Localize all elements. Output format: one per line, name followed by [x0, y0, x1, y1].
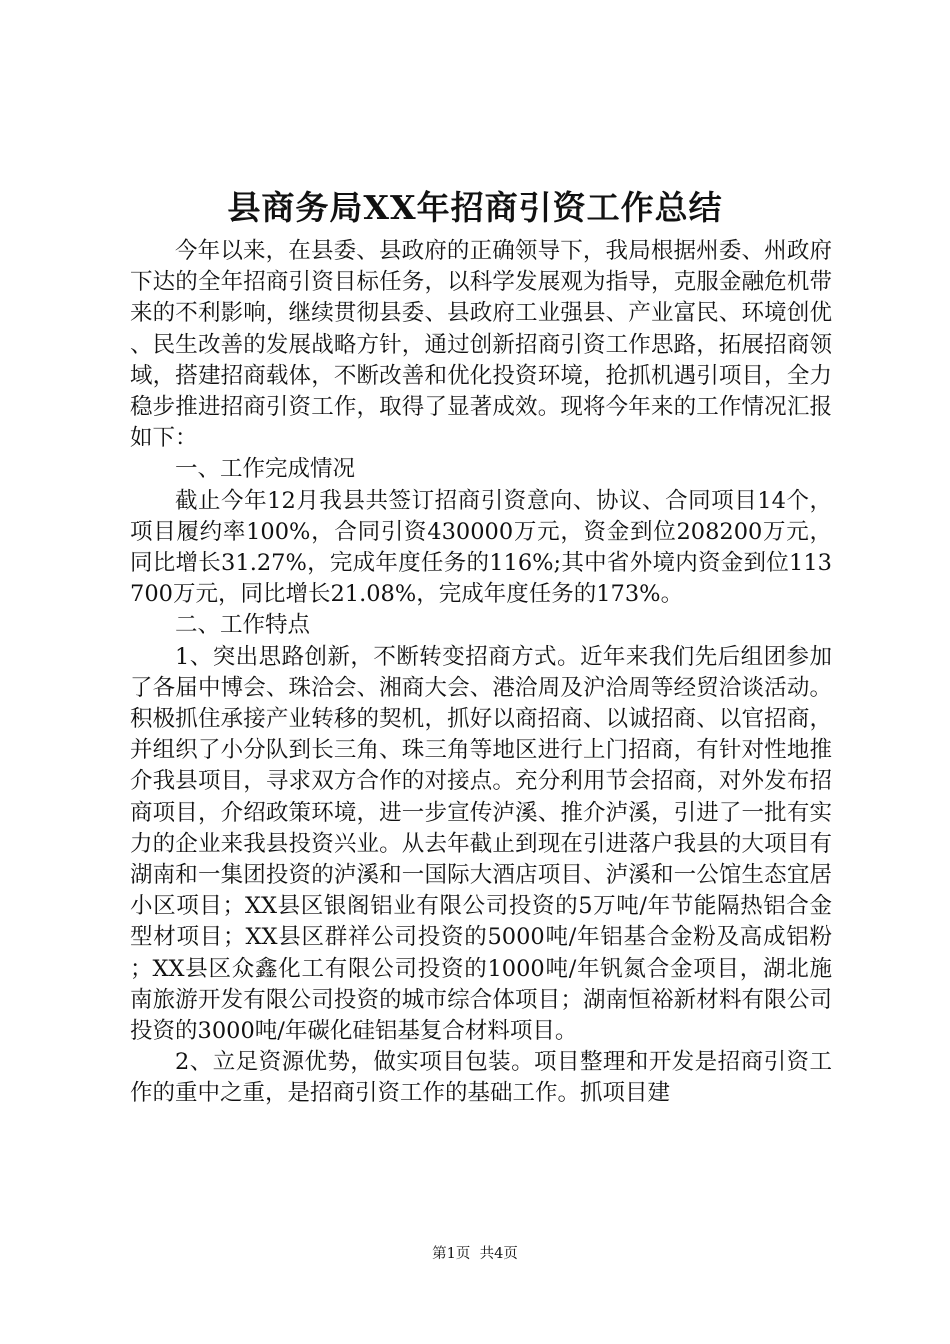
feature-paragraph-1: 1、突出思路创新，不断转变招商方式。近年来我们先后组团参加了各届中博会、珠洽会、湘商大会、港洽周及沪洽周等经贸洽谈活动。积极抓住承接产业转移的契机，抓好以商招商、以诚招商、以官招商，并组织了小分队到长三角、珠三角等地区进行上门招商，有针对性地推介我县项目，寻求双方合作的对接点。充分利用节会招商，对外发布招商项目，介绍政策环境，进一步宣传泸溪、推介泸溪，引进了一批有实力的企业来我县投资兴业。从去年截止到现在引进落户我县的大项目有湖南和一集团投资的泸溪和一国际大酒店项目、泸溪和一公馆生态宜居小区项目；XX县区银阁铝业有限公司投资的5万吨/年节能隔热铝合金型材项目；XX县区群祥公司投资的5000吨/年铝基合金粉及高成铝粉；XX县区众鑫化工有限公司投资的1000吨/年钒氮合金项目，湖北施南旅游开发有限公司投资的城市综合体项目；湖南恒裕新材料有限公司投资的3000吨/年碳化硅铝基复合材料项目。 [130, 643, 832, 1045]
section-heading-work-completion: 一、工作完成情况 [175, 456, 356, 483]
document-title: 县商务局XX年招商引资工作总结 [227, 188, 723, 227]
page-number-total: 共4页 [479, 1246, 518, 1262]
section-heading-work-features: 二、工作特点 [175, 612, 311, 639]
work-completion-paragraph: 截止今年12月我县共签订招商引资意向、协议、合同项目14个，项目履约率100%，合同引资430000万元，资金到位208200万元，同比增长31.27%，完成年度任务的116%;其中省外境内资金到位113700万元，同比增长21.08%，完成年度任务的173%。 [130, 487, 832, 608]
feature-paragraph-2: 2、立足资源优势，做实项目包装。项目整理和开发是招商引资工作的重中之重，是招商引资工作的基础工作。抓项目建 [130, 1049, 832, 1107]
document-body [130, 236, 832, 1110]
intro-paragraph: 今年以来，在县委、县政府的正确领导下，我局根据州委、州政府下达的全年招商引资目标任务，以科学发展观为指导，克服金融危机带来的不利影响，继续贯彻县委、县政府工业强县、产业富民、环境创优、民生改善的发展战略方针，通过创新招商引资工作思路，拓展招商领域，搭建招商载体，不断改善和优化投资环境，抢抓机遇引项目，全力稳步推进招商引资工作，取得了显著成效。现将今年来的工作情况汇报如下： [130, 238, 832, 452]
page-footer [0, 1244, 950, 1264]
page-number-current: 第1页 [432, 1246, 471, 1262]
